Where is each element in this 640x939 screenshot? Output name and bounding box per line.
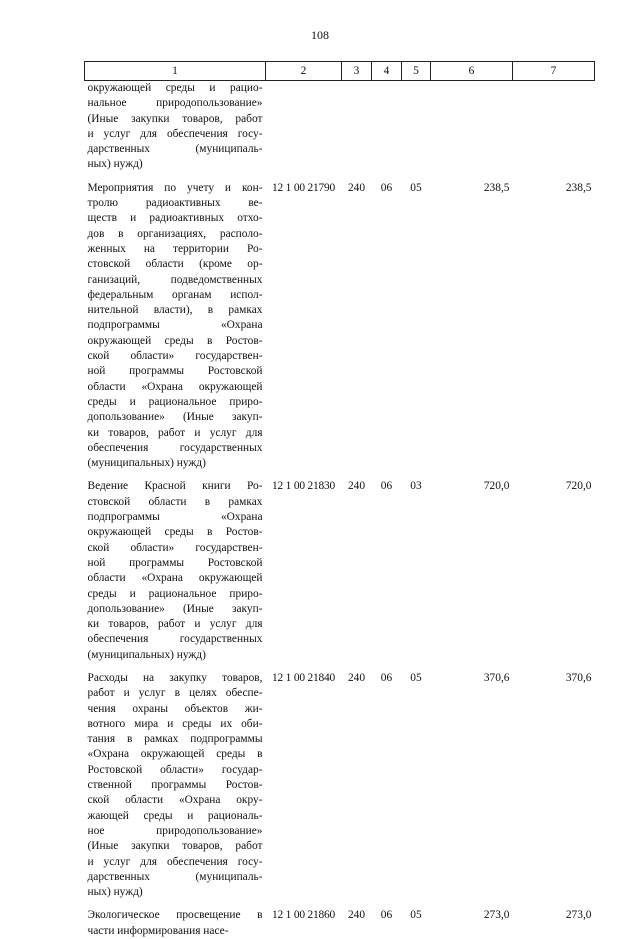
description-line: обеспечения государственных [88,632,263,647]
column-header-1: 1 [85,62,266,81]
description-line: ской области «Охрана окру- [88,793,263,808]
amount-year-2: 273,0 [513,900,595,939]
amount-year-1: 370,6 [431,663,513,900]
description-line: ное природопользование» [88,824,263,839]
description-line: стовской области (кроме ор- [88,257,263,272]
budget-table [84,61,595,939]
subsection-code: 05 [402,900,431,939]
section-code [372,81,402,173]
description-line: Ведение Красной книги Ро- [88,479,263,494]
row-description [85,471,266,663]
description-line: допользование» (Иные закуп- [88,602,263,617]
table-row [85,471,595,663]
table-header [85,62,595,81]
column-header-3: 3 [342,62,372,81]
description-line: женных на территории Ро- [88,242,263,257]
description-line: дарственных (муниципаль- [88,142,263,157]
target-article-code: 12 1 00 21790 [266,173,342,472]
subsection-code: 05 [402,663,431,900]
description-line: (Иные закупки товаров, работ [88,112,263,127]
amount-year-1: 273,0 [431,900,513,939]
target-article-code [266,81,342,173]
expense-type-code: 240 [342,173,372,472]
amount-year-1: 238,5 [431,173,513,472]
description-line: вотного мира и среды их оби- [88,717,263,732]
column-header-4: 4 [372,62,402,81]
expense-type-code: 240 [342,900,372,939]
description-line: жающей среды и рациональ- [88,809,263,824]
column-header-6: 6 [431,62,513,81]
description-line: подпрограммы «Охрана [88,510,263,525]
description-line: ской области» государствен- [88,541,263,556]
description-line: тания в рамках подпрограммы [88,732,263,747]
description-line: части информирования насе- [88,924,263,939]
table-row [85,663,595,900]
expense-type-code: 240 [342,663,372,900]
target-article-code: 12 1 00 21840 [266,663,342,900]
description-line: (Иные закупки товаров, работ [88,839,263,854]
target-article-code: 12 1 00 21860 [266,900,342,939]
section-code: 06 [372,471,402,663]
amount-year-1: 720,0 [431,471,513,663]
description-line: и услуг для обеспечения госу- [88,855,263,870]
description-line: подпрограммы «Охрана [88,318,263,333]
subsection-code: 03 [402,471,431,663]
description-line: тролю радиоактивных ве- [88,196,263,211]
description-line: ки товаров, работ и услуг для [88,426,263,441]
description-line: Расходы на закупку товаров, [88,671,263,686]
column-header-7: 7 [513,62,595,81]
description-line: окружающей среды в Ростов- [88,334,263,349]
description-line: ществ и радиоактивных отхо- [88,211,263,226]
expense-type-code [342,81,372,173]
description-line: нительной власти), в рамках [88,303,263,318]
description-line: окружающей среды в Ростов- [88,525,263,540]
subsection-code: 05 [402,173,431,472]
amount-year-2: 720,0 [513,471,595,663]
description-line: дарственных (муниципаль- [88,870,263,885]
description-line: стовской области в рамках [88,495,263,510]
description-line: Мероприятия по учету и кон- [88,181,263,196]
description-line: нальное природопользование» [88,96,263,111]
amount-year-2: 370,6 [513,663,595,900]
description-line: ной программы Ростовской [88,556,263,571]
description-line: (муниципальных) нужд) [88,648,263,663]
description-line: среды и рациональное приро- [88,587,263,602]
description-line: ных) нужд) [88,885,263,900]
description-line: ки товаров, работ и услуг для [88,617,263,632]
row-description [85,173,266,472]
amount-year-2: 238,5 [513,173,595,472]
table-row [85,173,595,472]
description-line: допользование» (Иные закуп- [88,410,263,425]
table-body [85,81,595,939]
column-header-5: 5 [402,62,431,81]
table-row [85,81,595,173]
description-line: «Охрана окружающей среды в [88,747,263,762]
description-line: ственной программы Ростов- [88,778,263,793]
column-header-2: 2 [266,62,342,81]
description-line: работ и услуг в целях обеспе- [88,686,263,701]
description-line: среды и рациональное приро- [88,395,263,410]
description-line: чения охраны объектов жи- [88,702,263,717]
description-line: окружающей среды и рацио- [88,81,263,96]
description-line: федеральным органам испол- [88,288,263,303]
target-article-code: 12 1 00 21830 [266,471,342,663]
subsection-code [402,81,431,173]
page-number: 108 [0,28,640,43]
description-line: ганизаций, подведомственных [88,273,263,288]
description-line: (муниципальных) нужд) [88,456,263,471]
description-line: Экологическое просвещение в [88,908,263,923]
description-line: ской области» государствен- [88,349,263,364]
description-line: области «Охрана окружающей [88,571,263,586]
section-code: 06 [372,663,402,900]
expense-type-code: 240 [342,471,372,663]
description-line: и услуг для обеспечения госу- [88,127,263,142]
description-line: ной программы Ростовской [88,364,263,379]
description-line: ных) нужд) [88,157,263,172]
amount-year-1 [431,81,513,173]
description-line: обеспечения государственных [88,441,263,456]
description-line: Ростовской области» государ- [88,763,263,778]
amount-year-2 [513,81,595,173]
description-line: дов в организациях, располо- [88,227,263,242]
section-code: 06 [372,173,402,472]
row-description [85,900,266,939]
row-description [85,81,266,173]
section-code: 06 [372,900,402,939]
header-row [85,62,595,81]
row-description [85,663,266,900]
description-line: области «Охрана окружающей [88,380,263,395]
table-row [85,900,595,939]
